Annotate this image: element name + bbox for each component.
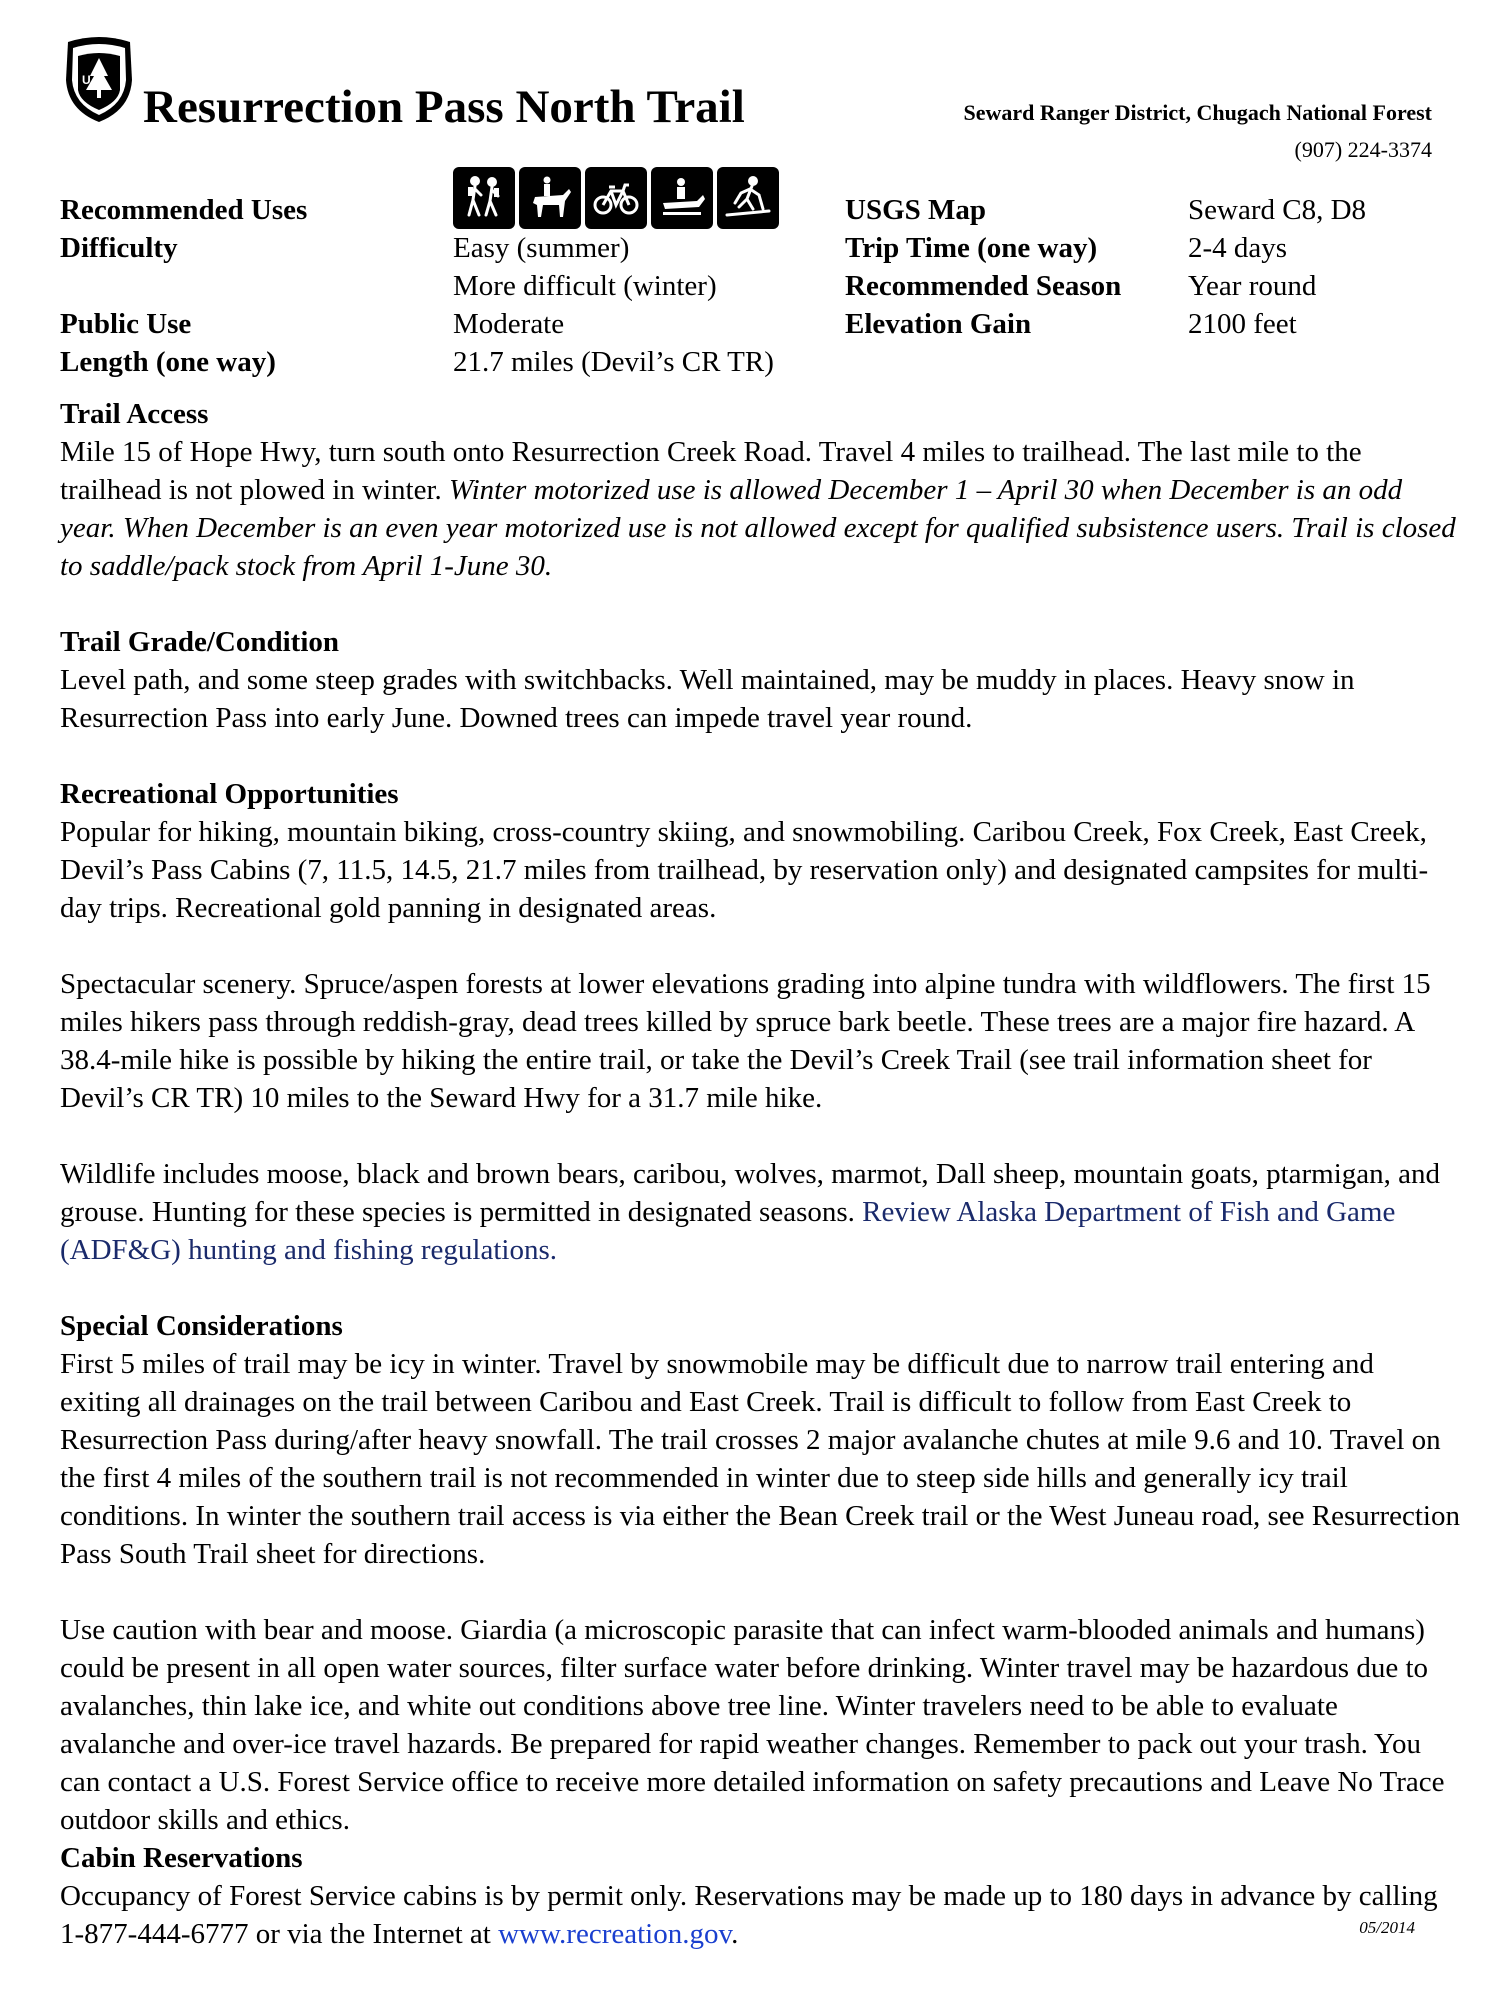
trail-sheet (60, 30, 1460, 1953)
difficulty-winter: More difficult (winter) (453, 270, 717, 302)
trail-grade-heading: Trail Grade/Condition (60, 626, 340, 658)
difficulty-summer: Easy (summer) (453, 232, 630, 264)
cabin-reservations-heading: Cabin Reservations (60, 1842, 303, 1874)
recreational-heading: Recreational Opportunities (60, 778, 399, 810)
usgs-map-value: Seward C8, D8 (1188, 194, 1367, 226)
season-label: Recommended Season (845, 270, 1122, 302)
length-value: 21.7 miles (Devil’s CR TR) (453, 346, 774, 378)
trail-access-heading: Trail Access (60, 398, 209, 430)
horseback-icon (519, 167, 581, 229)
special-paragraph-1: First 5 miles of trail may be icy in winter. Travel by snowmobile may be difficult due to narrow trail entering and exiting all drainages on the trail between Caribou and East Creek. Trail is difficult to follow from East Creek to Resurrection Pass during/after heavy snowfall. The trail crosses 2 major avalanche chutes at mile 9.6 and 10. Travel on the first 4 miles of the southern trail is not recommended in winter due to steep side hills and generally icy trail conditions. In winter the southern trail access is via either the Bean Creek trail or the West Juneau road, see Resurrection Pass South Trail sheet for directions. (60, 1348, 1460, 1570)
elevation-value: 2100 feet (1188, 308, 1297, 340)
recommended-uses-label: Recommended Uses (60, 194, 308, 226)
revision-date: 05/2014 (1359, 1918, 1415, 1937)
length-label: Length (one way) (60, 346, 276, 378)
public-use-value: Moderate (453, 308, 565, 340)
recreational-paragraph-3: Wildlife includes moose, black and brown bears, caribou, wolves, marmot, Dall sheep, mountain goats, ptarmigan, and grouse. Hunting for these species is permitted in designated seasons. (60, 1158, 1441, 1228)
recreational-section (60, 775, 1460, 1269)
special-considerations-heading: Special Considerations (60, 1310, 343, 1342)
trail-access-winter-note: Winter motorized use is allowed December 1 – April 30 when December is an odd year. When December is an even year motorized use is not allowed except for qualified subsistence users. Trail is closed to saddle/pack stock from April 1-June 30. (60, 474, 1456, 582)
header (60, 30, 1460, 162)
trip-time-label: Trip Time (one way) (845, 232, 1098, 264)
season-value: Year round (1188, 270, 1317, 302)
adfg-regulations-link[interactable]: Review Alaska Department of Fish and Game (ADF&G) hunting and fishing regulations. (60, 1196, 1396, 1266)
recreational-paragraph-2: Spectacular scenery. Spruce/aspen forests at lower elevations grading into alpine tundra with wildflowers. The first 15 miles hikers pass through reddish-gray, dead trees killed by spruce bark beetle. These trees are a major fire hazard. A 38.4-mile hike is possible by hiking the entire trail, or take the Devil’s Creek Trail (see trail information sheet for Devil’s CR TR) 10 miles to the Seward Hwy for a 31.7 mile hike. (60, 968, 1431, 1114)
recommended-uses-icons (453, 167, 779, 229)
ranger-district: Seward Ranger District, Chugach National Forest (963, 100, 1432, 125)
trail-specs (60, 150, 1460, 395)
forest-service-shield-icon (60, 32, 138, 124)
usgs-map-label: USGS Map (845, 194, 987, 226)
trail-access-text: Mile 15 of Hope Hwy, turn south onto Resurrection Creek Road. Travel 4 miles to trailhead. The last mile to the trailhead is not plowed in winter. (60, 436, 1362, 506)
trail-grade-section (60, 623, 1460, 737)
recreational-paragraph-1: Popular for hiking, mountain biking, cross-country skiing, and snowmobiling. Caribou Creek, Fox Creek, East Creek, Devil’s Pass Cabins (7, 11.5, 14.5, 21.7 miles from trailhead, by reservation only) and designated campsites for multi-day trips. Recreational gold panning in designated areas. (60, 816, 1429, 924)
special-considerations-section (60, 1307, 1460, 1839)
cabin-text-end: . (731, 1918, 739, 1950)
page-title: Resurrection Pass North Trail (143, 81, 745, 133)
ski-icon (717, 167, 779, 229)
trail-grade-text: Level path, and some steep grades with switchbacks. Well maintained, may be muddy in places. Heavy snow in Resurrection Pass into early June. Downed trees can impede travel year round. (60, 664, 1355, 734)
public-use-label: Public Use (60, 308, 192, 340)
recreation-gov-link[interactable]: www.recreation.gov (498, 1918, 732, 1950)
snowmobile-icon (651, 167, 713, 229)
svg-text:U.S.: U.S. (82, 73, 106, 87)
difficulty-label: Difficulty (60, 232, 178, 264)
elevation-label: Elevation Gain (845, 308, 1032, 340)
hiking-icon (453, 167, 515, 229)
phone-number: (907) 224-3374 (1294, 137, 1432, 162)
bicycle-icon (585, 167, 647, 229)
cabin-reservations-section (60, 1839, 1460, 1953)
special-paragraph-2: Use caution with bear and moose. Giardia (a microscopic parasite that can infect warm-blooded animals and humans) could be present in all open water sources, filter surface water before drinking. Winter travel may be hazardous due to avalanches, thin lake ice, and white out conditions above tree line. Winter travelers need to be able to evaluate avalanche and over-ice travel hazards. Be prepared for rapid weather changes. Remember to pack out your trash. You can contact a U.S. Forest Service office to receive more detailed information on safety precautions and Leave No Trace outdoor skills and ethics. (60, 1614, 1445, 1836)
cabin-reservations-text: Occupancy of Forest Service cabins is by permit only. Reservations may be made up to 180 days in advance by calling 1-877-444-6777 or via the Internet at (60, 1880, 1438, 1950)
trail-access-section (60, 395, 1460, 585)
trip-time-value: 2-4 days (1188, 232, 1288, 264)
